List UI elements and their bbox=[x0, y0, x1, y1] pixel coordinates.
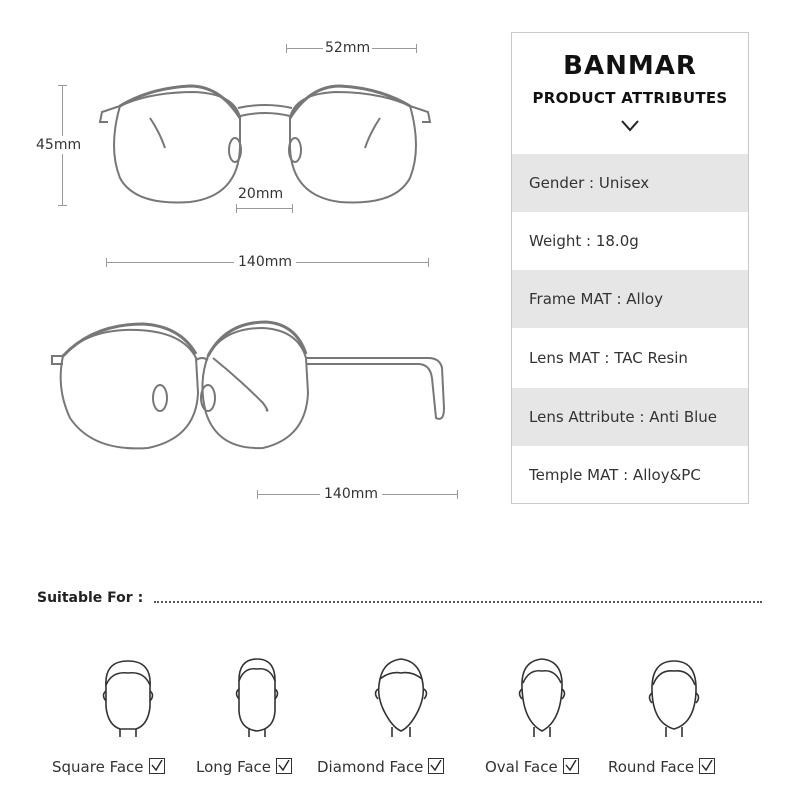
face-label-oval bbox=[485, 758, 579, 776]
attribute-temple-mat: Temple MAT : Alloy&PC bbox=[529, 466, 701, 484]
attribute-gender: Gender : Unisex bbox=[512, 154, 748, 212]
diamond-face-icon bbox=[370, 655, 432, 739]
attribute-frame-mat: Frame MAT : Alloy bbox=[512, 270, 748, 328]
face-label-square bbox=[52, 758, 165, 776]
frame-width-tick-right bbox=[428, 258, 429, 267]
attribute-weight: Weight : 18.0g bbox=[529, 232, 639, 250]
face-label-text: Oval Face bbox=[485, 758, 558, 776]
bridge-line bbox=[236, 208, 293, 209]
suitable-for-label: Suitable For : bbox=[37, 590, 144, 606]
face-label-text: Long Face bbox=[196, 758, 271, 776]
lens-width-label: 52mm bbox=[325, 40, 371, 56]
face-label-long bbox=[196, 758, 292, 776]
brand-logo: BANMAR bbox=[563, 51, 697, 81]
checkbox-checked-icon bbox=[276, 758, 292, 774]
dotted-divider bbox=[154, 601, 762, 603]
checkbox-checked-icon bbox=[149, 758, 165, 774]
lens-height-label: 45mm bbox=[36, 137, 82, 153]
checkbox-checked-icon bbox=[428, 758, 444, 774]
round-face-icon bbox=[645, 655, 703, 739]
glasses-side-view-illustration bbox=[48, 318, 453, 458]
frame-width-label: 140mm bbox=[234, 253, 296, 271]
chevron-down-icon bbox=[620, 119, 640, 133]
face-label-diamond bbox=[317, 758, 444, 776]
face-label-round bbox=[608, 758, 715, 776]
checkbox-checked-icon bbox=[699, 758, 715, 774]
oval-face-icon bbox=[515, 655, 569, 739]
lens-width-tick-right bbox=[416, 44, 417, 53]
long-face-icon bbox=[232, 655, 282, 739]
attributes-title: PRODUCT ATTRIBUTES bbox=[532, 89, 728, 107]
face-label-text: Round Face bbox=[608, 758, 695, 776]
lens-height-tick-bottom bbox=[58, 205, 67, 206]
attribute-lens-mat: Lens MAT : TAC Resin bbox=[529, 349, 688, 367]
product-attributes-panel bbox=[511, 32, 749, 504]
checkbox-checked-icon bbox=[563, 758, 579, 774]
attribute-lens-attribute: Lens Attribute : Anti Blue bbox=[512, 388, 748, 446]
temple-length-label: 140mm bbox=[320, 485, 382, 503]
bridge-tick-right bbox=[292, 204, 293, 213]
face-label-text: Square Face bbox=[52, 758, 144, 776]
face-label-text: Diamond Face bbox=[317, 758, 424, 776]
temple-length-tick-right bbox=[457, 490, 458, 499]
square-face-icon bbox=[98, 655, 158, 739]
bridge-label: 20mm bbox=[238, 186, 284, 202]
